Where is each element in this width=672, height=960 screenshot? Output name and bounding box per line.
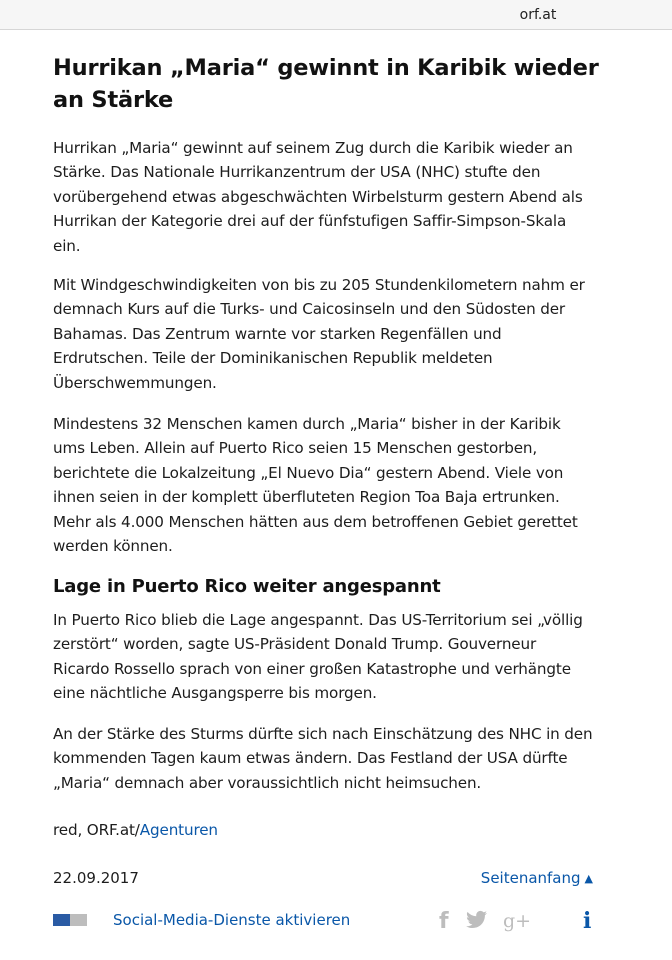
article-title: Hurrikan „Maria“ gewinnt in Karibik wieder an Stärke	[53, 55, 599, 113]
article-paragraph-3: Mindestens 32 Menschen kamen durch „Maria“ bisher in der Karibik ums Leben. Allein auf Puerto Rico seien 15 Menschen gestorben, berichtete die Lokalzeitung „El Nuevo Dia“ gestern Abend. Viele von ihnen seien in der komplett überfluteten Region Toa Baja ertrunken. Mehr als 4.000 Menschen hätten aus dem betroffenen Gebiet gerettet werden können.	[53, 415, 578, 556]
article-paragraph-5: An der Stärke des Sturms dürfte sich nach Einschätzung des NHC in den kommenden Tagen kaum etwas ändern. Das Festland der USA dürfte „Maria“ demnach aber voraussichtlich nicht heimsuchen.	[53, 725, 593, 792]
info-glyph: i	[583, 908, 592, 934]
article-meta-row	[53, 866, 593, 890]
info-icon[interactable]	[581, 908, 593, 932]
toggle-on-segment	[53, 914, 70, 926]
twitter-icon[interactable]	[465, 909, 489, 931]
google-plus-icon[interactable]	[503, 909, 532, 932]
toggle-off-segment	[70, 914, 87, 926]
social-icons	[437, 908, 593, 932]
browser-top-bar	[0, 0, 672, 30]
back-to-top-label: Seitenanfang	[480, 869, 581, 887]
article-paragraph-2: Mit Windgeschwindigkeiten von bis zu 205 Stundenkilometern nahm er demnach Kurs auf die Turks- und Caicosinseln und den Südosten der Bahamas. Das Zentrum warnte vor starken Regenfällen und Erdrutschen. Teile der Dominikanischen Republik meldeten Überschwemmungen.	[53, 276, 585, 392]
facebook-glyph: f	[439, 909, 449, 934]
article-paragraph-4: In Puerto Rico blieb die Lage angespannt. Das US-Territorium sei „völlig zerstört“ worden, sagte US-Präsident Donald Trump. Gouverneur Ricardo Rossello sprach von einer großen Katastrophe und verhängte eine nächtliche Ausgangsperre bis morgen.	[53, 611, 583, 703]
url-host[interactable]: orf.at	[519, 6, 557, 23]
social-media-activate-link[interactable]: Social-Media-Dienste aktivieren	[113, 911, 351, 929]
back-to-top-link[interactable]	[481, 869, 593, 887]
source-prefix: red, ORF.at/	[53, 821, 140, 839]
source-link-agenturen[interactable]: Agenturen	[139, 821, 218, 839]
article-subheading: Lage in Puerto Rico weiter angespannt	[53, 576, 441, 597]
article-paragraph-1: Hurrikan „Maria“ gewinnt auf seinem Zug durch die Karibik wieder an Stärke. Das Nationale Hurrikanzentrum der USA (NHC) stufte den vorübergehend etwas abgeschwächten Wirbelsturm gestern Abend als Hurrikan der Kategorie drei auf der fünfstufigen Saffir-Simpson-Skala ein.	[53, 139, 583, 255]
facebook-icon[interactable]	[437, 909, 451, 934]
social-media-bar	[53, 906, 593, 934]
google-plus-glyph: g+	[503, 910, 532, 932]
article-source	[53, 818, 593, 842]
social-media-toggle[interactable]	[53, 914, 87, 926]
article-date: 22.09.2017	[53, 869, 139, 887]
arrow-up-icon: ▲	[584, 871, 593, 885]
